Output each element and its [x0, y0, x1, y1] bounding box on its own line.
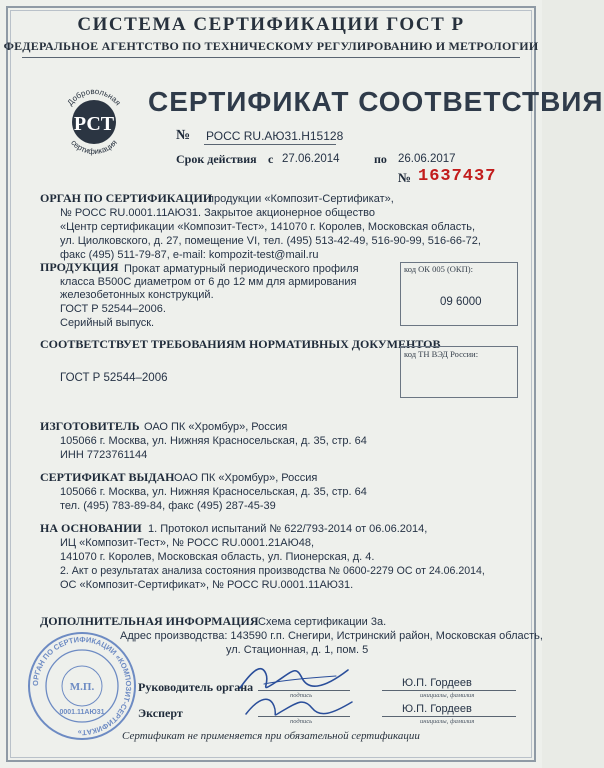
conformity-label: СООТВЕТСТВУЕТ ТРЕБОВАНИЯМ НОРМАТИВНЫХ ДОКУМЕНТОВ	[40, 337, 441, 351]
agency-heading: ФЕДЕРАЛЬНОЕ АГЕНТСТВО ПО ТЕХНИЧЕСКОМУ РЕГУЛИРОВАНИЮ И МЕТРОЛОГИИ	[3, 39, 539, 53]
head-of-body-label: Руководитель органа	[138, 680, 254, 694]
from-label: с	[268, 152, 274, 166]
stamp-seal-icon	[26, 630, 138, 742]
basis-line: 141070 г. Королев, Московская область, ул. Пионерская, д. 4.	[60, 551, 375, 563]
expert-name-caption: инициалы, фамилия	[420, 718, 475, 725]
stamp-number: 0001.11АЮ31	[59, 709, 105, 716]
head-name: Ю.П. Гордеев	[402, 677, 472, 689]
valid-from-date: 27.06.2014	[282, 153, 340, 165]
additional-info-label: ДОПОЛНИТЕЛЬНАЯ ИНФОРМАЦИЯ	[40, 614, 259, 628]
stamp-center: М.П.	[69, 681, 95, 693]
basis-line: 1. Протокол испытаний № 622/793-2014 от 06.06.2014,	[148, 523, 428, 535]
product-line: железобетонных конструкций.	[60, 289, 214, 301]
valid-to-date: 26.06.2017	[398, 153, 456, 165]
certification-body-line: «Центр сертификации «Композит-Тест», 141070 г. Королев, Московская область,	[60, 221, 476, 233]
serial-label: №	[398, 170, 412, 185]
additional-info-line: Адрес производства: 143590 г.п. Снегири, Истринский район, Московская область,	[120, 630, 543, 642]
basis-line: ИЦ «Композит-Тест», № РОСС RU.0001.21АЮ48,	[60, 537, 315, 549]
expert-name-line	[382, 716, 516, 717]
official-stamp	[26, 630, 138, 742]
product-line: Прокат арматурный периодического профиля	[124, 263, 359, 275]
head-signature-caption: подпись	[290, 692, 313, 699]
logo-mark: РСТ	[73, 113, 115, 135]
certification-body-line: ул. Циолковского, д. 27, помещение VI, тел. (495) 513-42-49, 516-90-99, 516-66-72,	[60, 235, 481, 247]
expert-signature-caption: подпись	[290, 718, 313, 725]
expert-name: Ю.П. Гордеев	[402, 703, 472, 715]
product-line: ГОСТ Р 52544–2006.	[60, 303, 166, 315]
additional-info-line: Схема сертификации 3а.	[258, 616, 387, 628]
manufacturer-label: ИЗГОТОВИТЕЛЬ	[40, 419, 140, 433]
product-line: Серийный выпуск.	[60, 317, 155, 329]
basis-line: ОС «Композит-Сертификат», № РОСС RU.0001.11АЮ31.	[60, 579, 354, 591]
number-label: №	[176, 128, 191, 143]
stamp-ring-text: ОРГАН ПО СЕРТИФИКАЦИИ «КОМПОЗИТ-СЕРТИФИКАТ»	[30, 634, 134, 738]
tnved-code-label: код ТН ВЭД России:	[404, 349, 479, 359]
product-label: ПРОДУКЦИЯ	[40, 260, 119, 274]
certification-body-line: № РОСС RU.0001.11АЮ31. Закрытое акционерное общество	[60, 207, 375, 219]
system-heading: СИСТЕМА СЕРТИФИКАЦИИ ГОСТ Р	[77, 14, 465, 35]
manufacturer-line: ОАО ПК «Хромбур», Россия	[144, 421, 288, 433]
header-divider	[22, 57, 520, 58]
certification-body-label: ОРГАН ПО СЕРТИФИКАЦИИ	[40, 191, 213, 205]
certification-body-line: продукции «Композит-Сертификат»,	[208, 193, 394, 205]
logo-top-text: Добровольная	[65, 86, 123, 108]
manufacturer-line: 105066 г. Москва, ул. Нижняя Красносельская, д. 35, стр. 64	[60, 435, 367, 447]
expert-label: Эксперт	[138, 706, 183, 720]
issued-to-line: ОАО ПК «Хромбур», Россия	[174, 472, 318, 484]
manufacturer-line: ИНН 7723761144	[60, 449, 148, 461]
number-underline	[204, 144, 336, 145]
issued-to-label: СЕРТИФИКАТ ВЫДАН	[40, 470, 175, 484]
basis-label: НА ОСНОВАНИИ	[40, 521, 142, 535]
issued-to-line: тел. (495) 783-89-84, факс (495) 287-45-39	[60, 500, 276, 512]
additional-info-line: ул. Стационная, д. 1, пом. 5	[226, 644, 369, 656]
conformity-standard: ГОСТ Р 52544–2006	[60, 372, 168, 384]
issued-to-line: 105066 г. Москва, ул. Нижняя Красносельская, д. 35, стр. 64	[60, 486, 367, 498]
product-line: класса В500С диаметром от 6 до 12 мм для армирования	[60, 276, 357, 288]
logo-bottom-text: сертификация	[69, 138, 119, 157]
basis-line: 2. Акт о результатах анализа состояния производства № 0600-2279 ОС от 24.06.2014,	[60, 565, 485, 577]
head-name-line	[382, 690, 516, 691]
rst-logo-icon	[52, 80, 136, 164]
document-title: СЕРТИФИКАТ СООТВЕТСТВИЯ	[148, 86, 604, 117]
serial-number: 1637437	[418, 167, 497, 186]
certificate-number: РОСС RU.АЮ31.Н15128	[206, 129, 344, 143]
gost-logo	[52, 80, 136, 164]
to-label: по	[374, 152, 387, 166]
okp-code-label: код ОК 005 (ОКП):	[404, 264, 473, 274]
certification-body-line: факс (495) 511-79-87, e-mail: kompozit-test@mail.ru	[60, 249, 319, 261]
footer-note: Сертификат не применяется при обязательной сертификации	[122, 730, 420, 742]
head-name-caption: инициалы, фамилия	[420, 692, 475, 699]
validity-label: Срок действия	[176, 152, 257, 166]
okp-code-value: 09 6000	[440, 296, 482, 308]
